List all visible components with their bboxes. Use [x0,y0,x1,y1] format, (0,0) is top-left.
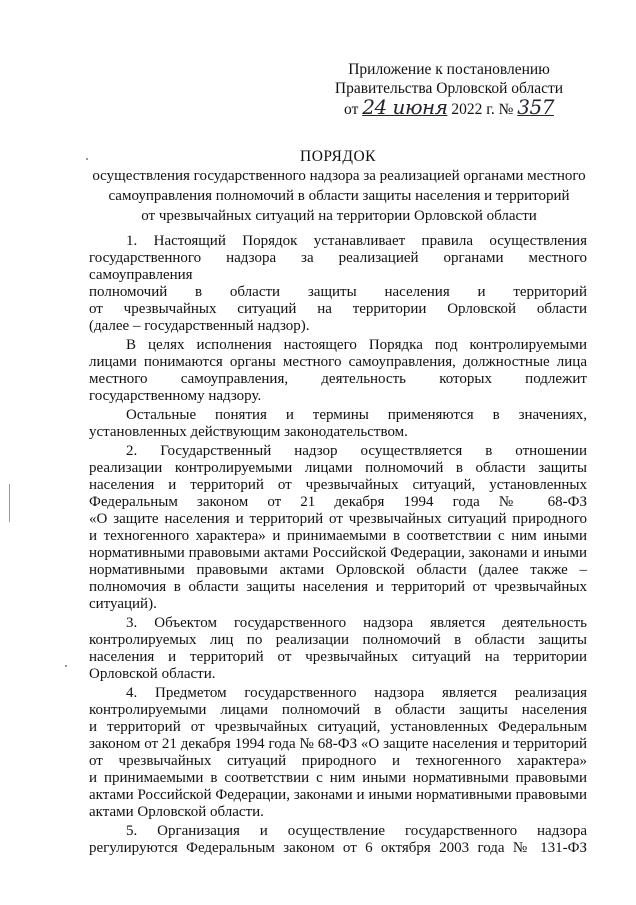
text-line: установленных действующим законодательством. [89,424,408,440]
paragraph-1-controlled-persons [89,337,587,405]
text-line: нормативными правовыми актами Российской Федерации, законами и иными [89,545,587,561]
appendix-line-2: Правительства Орловской области [334,80,564,97]
paragraph-1 [89,233,587,335]
text-line: и принимаемыми в соответствии с ним иными нормативными правовыми [89,770,587,786]
text-line: (далее – государственный надзор). [89,318,310,334]
text-line: 1. Настоящий Порядок устанавливает правила осуществления [126,233,587,249]
text-line: В целях исполнения настоящего Порядка под контролируемыми [126,337,587,353]
text-line: ситуаций). [89,596,157,612]
paragraph-2 [89,443,587,613]
document-body [89,233,587,857]
text-line: государственному надзору. [89,388,262,404]
text-line: населения и территорий от чрезвычайных ситуаций на территории [89,649,587,665]
document-title: ПОРЯДОК [300,148,376,165]
handwritten-date: 24 июня [362,95,448,119]
year-text: 2022 г. [451,101,495,118]
appendix-block [322,60,576,119]
date-prefix: от [344,101,359,118]
text-line: и техногенного характера» и принимаемыми в соответствии с ним иными [89,528,587,544]
text-line: нормативными правовыми актами Орловской области (далее также – [89,562,587,578]
text-line: населения и территорий от чрезвычайных ситуаций, установленных [89,477,587,493]
text-line: и территорий от чрезвычайных ситуаций, установленных Федеральным [89,719,587,735]
text-line: 4. Предметом государственного надзора является реализация [126,685,587,701]
document-subtitle [82,166,596,226]
text-line: контролируемыми лицами полномочий в области защиты населения [89,702,587,718]
text-line: 3. Объектом государственного надзора является деятельность [126,615,587,631]
text-line: контролируемых лиц по реализации полномочий в области защиты [89,632,587,648]
subtitle-line: самоуправления полномочий в области защиты населения и территорий [108,188,570,204]
number-sign: № [498,101,514,118]
text-line: полномочий в области защиты населения и территорий [89,284,587,300]
text-line: актами Орловской области. [89,804,264,820]
appendix-line-1: Приложение к постановлению [348,61,550,78]
handwritten-number: 357 [517,95,554,119]
text-line: 2. Государственный надзор осуществляется в отношении [126,443,587,459]
text-line: Федеральным законом от 21 декабря 1994 года № 68-ФЗ [89,494,587,510]
text-line: Орловской области. [89,666,216,682]
text-line: реализации контролируемыми лицами полномочий в области защиты [89,460,587,476]
text-line: местного самоуправления, деятельность которых подлежит [89,371,587,387]
text-line: регулируются Федеральным законом от 6 октября 2003 года № 131-ФЗ [89,840,587,856]
text-line: «О защите населения и территорий от чрезвычайных ситуаций природного [89,511,587,527]
text-line: актами Российской Федерации, законами и иными нормативными правовыми [89,787,587,803]
text-line: от чрезвычайных ситуаций природного и техногенного характера» [89,753,587,769]
text-line: полномочия в области защиты населения и территорий от чрезвычайных [89,579,587,595]
appendix-date-line [322,95,576,119]
paragraph-5 [89,823,587,857]
subtitle-line: осуществления государственного надзора за реализацией органами местного [92,168,586,184]
text-line: 5. Организация и осуществление государственного надзора [126,823,587,839]
text-line: от чрезвычайных ситуаций на территории Орловской области [89,301,587,317]
text-line: государственного надзора за реализацией органами местного самоуправления [89,250,587,283]
text-line: законом от 21 декабря 1994 года № 68-ФЗ «О защите населения и территорий [89,736,587,752]
paragraph-3 [89,615,587,683]
subtitle-line: от чрезвычайных ситуаций на территории Орловской области [141,208,537,224]
text-line: Остальные понятия и термины применяются в значениях, [126,407,587,423]
text-line: лицами понимаются органы местного самоуправления, должностные лица [89,354,587,370]
scan-speck [65,665,67,667]
paragraph-4 [89,685,587,821]
scan-edge-mark [9,484,10,522]
paragraph-1-terms [89,407,587,441]
